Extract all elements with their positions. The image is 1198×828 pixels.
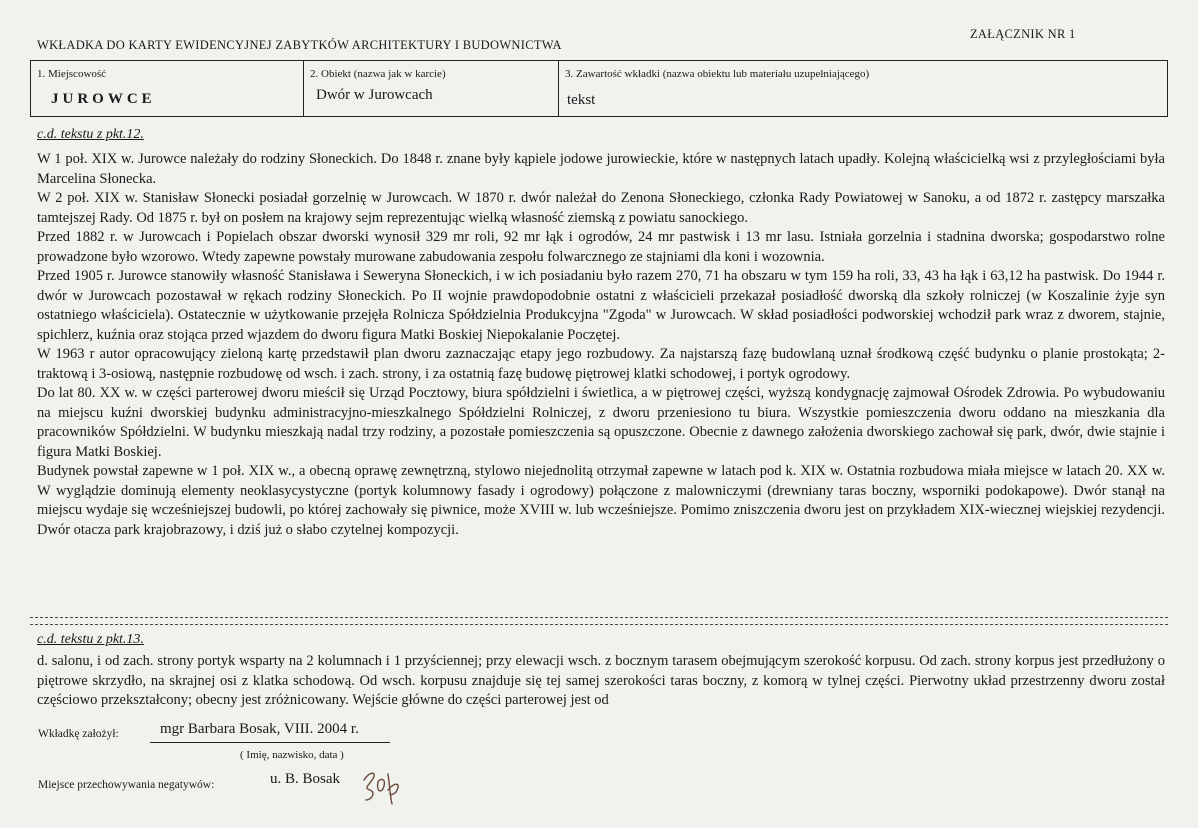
section1-heading: c.d. tekstu z pkt.12. — [37, 127, 144, 142]
negatives-label: Miejsce przechowywania negatywów: — [38, 779, 215, 791]
paragraph: d. salonu, i od zach. strony portyk wsparty na 2 kolumnach i 1 przyściennej; przy elewacji wsch. z bocznym tarasem obejmującym szerokość korpusu. Od zach. strony korpus jest przedłużony o piętrowe skrzydło, na skrajnej osi z klatka schodową. Od wsch. korpusu znajduje się tej samej szerokości taras boczny, z komorą w tylnej części. Pierwotny układ przestrzenny dworu został częściowo przekształcony; obecny jest zróżnicowany. Wejście główne do części parterowej jest od — [37, 653, 1165, 708]
header-divider — [30, 116, 1168, 117]
field-content-label: 3. Zawartość wkładki (nazwa obiektu lub materiału uzupełniającego) — [565, 68, 870, 80]
paragraph: Do lat 80. XX w. w części parterowej dworu mieścił się Urząd Pocztowy, biura spółdzielni i świetlica, a w piętrowej części, wyższą kondygnację zajmował Ośrodek Zdrowia. Po wybudowaniu na miejscu kuźni dworskiej budynku administracyjno-mieszkalnego Spółdzielni Rolniczej, z dworu przeniesiono tu biura. Wszystkie pomieszczenia dworu oddano na mieszkania dla pracowników Spółdzielni. W budynku mieszkają nadal trzy rodziny, a pozostałe pomieszczenia są opuszczone. Obecnie z dawnego założenia dworskiego zachował się park, dwór, dwie stajnie i figura Matki Boskiej. — [37, 385, 1165, 460]
section-divider — [30, 624, 1168, 625]
paragraph: Przed 1882 r. w Jurowcach i Popielach obszar dworski wynosił 329 mr roli, 92 mr łąk i ogrodów, 24 mr pastwisk i 13 mr lasu. Istniała gorzelnia i stadnina dworska; gospodarstwo rolne prowadzone było wzorowo. Wtedy zapewne powstały murowane zabudowania zespołu folwarcznego ze stajniami dla koni i wozownia. — [37, 229, 1165, 265]
document-title: WKŁADKA DO KARTY EWIDENCYJNEJ ZABYTKÓW ARCHITEKTURY I BUDOWNICTWA — [37, 38, 562, 52]
author-label: Wkładkę założył: — [38, 728, 119, 740]
annex-label: ZAŁĄCZNIK NR 1 — [970, 27, 1076, 41]
paragraph: Budynek powstał zapewne w 1 poł. XIX w., a obecną oprawę zewnętrzną, stylowo niejednolitą otrzymał zapewne w latach pod k. XIX w. Ostatnia rozbudowa miała miejsce w latach 20. XX w. W wyglądzie dominują elementy neoklasycystyczne (portyk kolumnowy fasady i ogrodowy) połączone z malowniczymi (drewniany taras boczny, wsporniki podokapowe). Dwór stanął na miejscu wydaje się wcześniejszej budowli, po której zachowały się piwnice, może XVIII w. lub wcześniejsze. Pomimo zniszczenia dworu jest on przykładem XIX-wiecznej wiejskiej rezydencji. Dwór otacza park krajobrazowy, i dziś już o słabo czytelnej kompozycji. — [37, 463, 1165, 538]
field-object — [304, 61, 559, 117]
paragraph: W 1 poł. XIX w. Jurowce należały do rodziny Słoneckich. Do 1848 r. znane były kąpiele jodowe jurowieckie, które w następnych latach upadły. Kolejną właścicielką wsi z przyległościami była Marcelina Słonecka. — [37, 151, 1165, 187]
header-fields-box — [30, 60, 1168, 117]
field-object-label: 2. Obiekt (nazwa jak w karcie) — [310, 68, 446, 80]
field-content-value: tekst — [567, 92, 596, 108]
author-value: mgr Barbara Bosak, VIII. 2004 r. — [160, 721, 359, 737]
paragraph: W 2 poł. XIX w. Stanisław Słonecki posiadał gorzelnię w Jurowcach. W 1870 r. dwór należał do Zenona Słoneckiego, członka Rady Powiatowej w Sanoku, a od 1872 r. zastępcy marszałka tamtejszej Rady. Od 1875 r. był on posłem na krajowy sejm reprezentując wielką własność ziemską z powiatu sanockiego. — [37, 190, 1165, 226]
signature-icon — [360, 764, 410, 808]
section2-heading: c.d. tekstu z pkt.13. — [37, 632, 144, 647]
negatives-value: u. B. Bosak — [270, 771, 341, 787]
field-locality-value: JUROWCE — [51, 91, 156, 107]
paragraph: Przed 1905 r. Jurowce stanowiły własność Stanisława i Seweryna Słoneckich, i w ich posiadaniu było razem 270, 71 ha obszaru w tym 159 ha roli, 33, 43 ha łąk i 63,12 ha pastwisk. Do 1944 r. dwór w Jurowcach pozostawał w rękach rodziny Słoneckich. Po II wojnie prawdopodobnie ostatni z właścicieli przekazał posiadłość dworską dla szkoły rolniczej (w Koszalinie żyje syn ostatniego właściciela). Ostatecznie w użytkowanie przejęła Rolnicza Spółdzielnia Produkcyjna "Zgoda" w Jurowcach. W skład posiadłości podworskiej wchodził park wraz z dworem, stajnie, spichlerz, kuźnia oraz stojąca przed wjazdem do dworu figura Matki Boskiej Niepokalanie Poczętej. — [37, 268, 1165, 343]
field-content — [559, 61, 1167, 117]
field-locality-label: 1. Miejscowość — [37, 68, 107, 80]
author-caption: ( Imię, nazwisko, data ) — [240, 749, 344, 761]
author-underline — [150, 742, 390, 743]
field-object-value: Dwór w Jurowcach — [316, 87, 433, 103]
paragraph: W 1963 r autor opracowujący zieloną kartę przedstawił plan dworu zaznaczając etapy jego rozbudowy. Za najstarszą fazę budowlaną uznał środkową część budynku o planie prostokąta; 2-traktową i 3-osiową, następnie rozbudowę od wsch. i zach. strony, i za ostatnią fazę budowę piętrowej klatki schodowej, i portyk ogrodowy. — [37, 346, 1165, 382]
section2-body — [37, 652, 1165, 711]
section1-body — [37, 150, 1165, 540]
section-divider — [30, 617, 1168, 618]
field-locality — [31, 61, 304, 117]
